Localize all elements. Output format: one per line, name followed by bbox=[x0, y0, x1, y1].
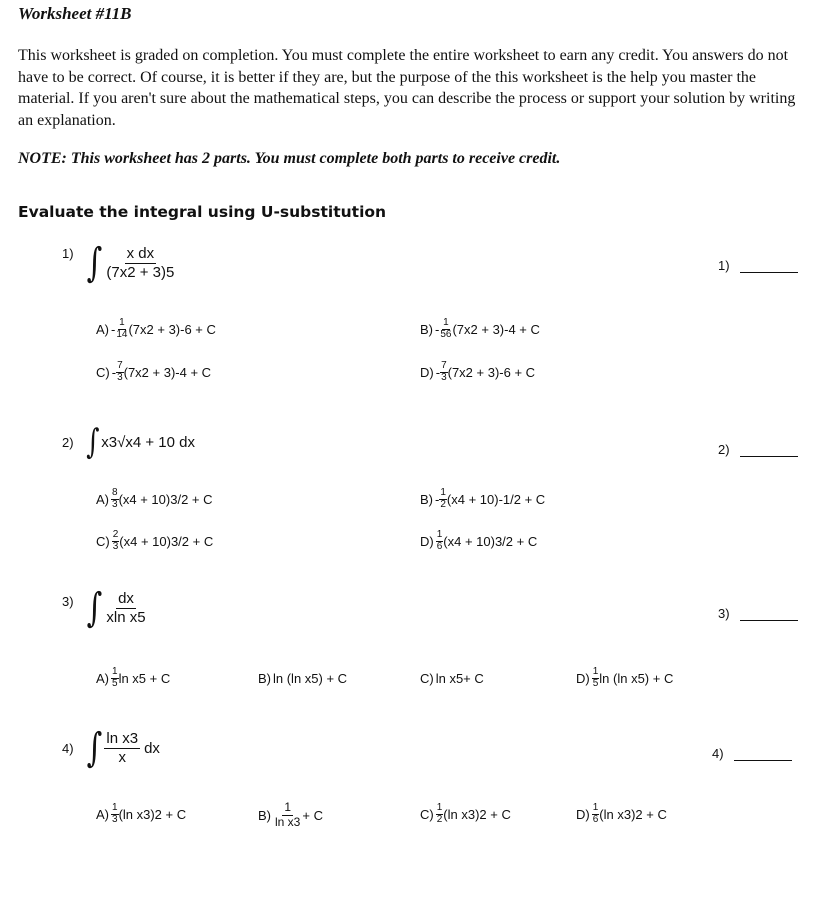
coef-den: 3 bbox=[112, 498, 118, 510]
integrand-denominator: (7x2 + 3)5 bbox=[106, 263, 175, 281]
section-heading: Evaluate the integral using U-substitution bbox=[18, 203, 387, 221]
integral-sign-icon: ∫ bbox=[86, 585, 102, 631]
answer-blank[interactable] bbox=[740, 610, 798, 621]
choice-letter: C) bbox=[96, 533, 110, 549]
coef-num: 2 bbox=[112, 529, 119, 540]
choice-3d bbox=[576, 667, 673, 689]
choice-coefficient bbox=[436, 803, 444, 825]
choice-coefficient bbox=[111, 667, 119, 689]
coef-num: 7 bbox=[117, 360, 123, 371]
choice-sign: - bbox=[435, 491, 440, 507]
choice-4c bbox=[420, 803, 511, 825]
choice-3c bbox=[420, 671, 484, 686]
choice-2d bbox=[420, 530, 537, 552]
coef-num: 1 bbox=[436, 802, 443, 813]
coef-num: 1 bbox=[112, 802, 118, 813]
instructions-paragraph: This worksheet is graded on completion. You must complete the entire worksheet to earn any credit. You answers do not have to be correct. Of course, it is better if they are, but the purpose of the this worksheet is the help you master the material. If you aren't sure about the mathematical steps, you can describe the process or support your solution by writing an explanation. bbox=[18, 47, 796, 129]
choice-3b bbox=[258, 671, 347, 686]
problem-number: 3) bbox=[62, 593, 74, 609]
choice-1d bbox=[420, 361, 535, 383]
choice-3a bbox=[96, 667, 170, 689]
choice-letter: C) bbox=[420, 671, 434, 686]
choice-coefficient bbox=[592, 803, 600, 825]
choice-expression: (x4 + 10)-1/2 + C bbox=[446, 491, 546, 507]
choice-coefficient bbox=[112, 530, 120, 552]
choice-expression: ln x5 + C bbox=[118, 670, 171, 686]
choice-expression: (ln x3)2 + C bbox=[118, 806, 187, 822]
problem-4 bbox=[62, 725, 160, 771]
problem-1 bbox=[62, 240, 176, 286]
integrand-fraction bbox=[104, 590, 147, 626]
choice-expression: (x4 + 10)3/2 + C bbox=[443, 533, 538, 549]
choice-expression: (ln x3)2 + C bbox=[599, 806, 667, 822]
choice-expression: (7x2 + 3)-6 + C bbox=[128, 321, 216, 337]
choice-coefficient bbox=[592, 667, 600, 689]
choice-1b bbox=[420, 318, 540, 340]
problem-2 bbox=[62, 422, 195, 462]
choice-1c bbox=[96, 361, 211, 383]
choice-letter: B) bbox=[420, 491, 433, 507]
choice-coefficient bbox=[273, 801, 302, 830]
integrand-denominator: xln x5 bbox=[106, 608, 146, 626]
coef-den: 5 bbox=[112, 677, 118, 689]
choice-expression: (7x2 + 3)-4 + C bbox=[452, 321, 540, 337]
coef-num: 1 bbox=[592, 802, 599, 813]
coef-num: 1 bbox=[440, 487, 446, 498]
integrand-differential: dx bbox=[144, 739, 160, 757]
integrand-numerator: x dx bbox=[126, 245, 155, 263]
choice-letter: A) bbox=[96, 806, 109, 822]
choice-coefficient bbox=[116, 361, 124, 383]
choice-4d bbox=[576, 803, 667, 825]
choice-2a bbox=[96, 488, 213, 510]
coef-den: 3 bbox=[112, 540, 119, 552]
note-text: NOTE: This worksheet has 2 parts. You must complete both parts to receive credit. bbox=[18, 150, 561, 167]
choice-letter: A) bbox=[96, 670, 109, 686]
choice-coefficient bbox=[111, 488, 119, 510]
answer-blank[interactable] bbox=[740, 446, 798, 457]
coef-den: 2 bbox=[436, 813, 443, 825]
choice-letter: B) bbox=[258, 671, 271, 686]
worksheet-title: Worksheet #11B bbox=[18, 4, 132, 23]
answer-slot-3[interactable] bbox=[718, 606, 798, 621]
choice-coefficient bbox=[439, 318, 452, 340]
coef-num: 7 bbox=[441, 360, 447, 371]
coef-den: 3 bbox=[112, 813, 118, 825]
choice-coefficient bbox=[440, 361, 448, 383]
coef-num: 1 bbox=[112, 666, 118, 677]
problem-3 bbox=[62, 585, 148, 631]
choice-expression: + C bbox=[302, 807, 323, 823]
answer-blank[interactable] bbox=[740, 262, 798, 273]
coef-den: 6 bbox=[592, 813, 599, 825]
problem-number: 4) bbox=[62, 740, 74, 756]
integrand-numerator: ln x3 bbox=[106, 730, 139, 748]
coef-num: 1 bbox=[592, 666, 599, 677]
choice-coefficient bbox=[439, 488, 447, 510]
choice-expression: (7x2 + 3)-4 + C bbox=[123, 364, 212, 380]
integrand-fraction bbox=[104, 245, 176, 281]
coef-den: 56 bbox=[440, 328, 452, 340]
choice-2c bbox=[96, 530, 213, 552]
choice-expression: ln x5+ C bbox=[435, 671, 484, 686]
coef-den: 3 bbox=[441, 371, 447, 383]
choice-2b bbox=[420, 488, 545, 510]
integrand: x3√x4 + 10 dx bbox=[101, 433, 195, 451]
integral-sign-icon: ∫ bbox=[85, 422, 100, 462]
integrand-fraction bbox=[104, 730, 140, 766]
coef-num: 8 bbox=[112, 487, 118, 498]
coef-num: 1 bbox=[436, 529, 443, 540]
choice-letter: A) bbox=[96, 491, 109, 507]
choice-coefficient bbox=[115, 318, 128, 340]
choice-letter: B) bbox=[258, 807, 271, 823]
answer-slot-4[interactable] bbox=[712, 746, 792, 761]
choice-letter: D) bbox=[420, 533, 434, 549]
coef-den: 3 bbox=[117, 371, 123, 383]
coef-num: 1 bbox=[284, 800, 292, 814]
choice-letter: C) bbox=[96, 364, 110, 380]
choice-coefficient bbox=[111, 803, 119, 825]
choice-sign: - bbox=[111, 364, 117, 380]
choice-expression: ln (ln x5) + C bbox=[273, 671, 348, 686]
choice-coefficient bbox=[436, 530, 444, 552]
answer-blank[interactable] bbox=[734, 750, 792, 761]
choice-expression: (x4 + 10)3/2 + C bbox=[119, 533, 214, 549]
coef-num: 1 bbox=[119, 317, 125, 328]
answer-slot-1[interactable] bbox=[718, 258, 798, 273]
coef-num: 1 bbox=[443, 317, 449, 328]
answer-slot-2[interactable] bbox=[718, 442, 798, 457]
choice-letter: D) bbox=[576, 806, 590, 822]
answer-label: 1) bbox=[718, 258, 730, 273]
choice-expression: (x4 + 10)3/2 + C bbox=[118, 491, 213, 507]
choice-sign: - bbox=[111, 321, 116, 337]
choice-letter: A) bbox=[96, 321, 109, 337]
choice-letter: D) bbox=[576, 670, 590, 686]
choice-expression: (ln x3)2 + C bbox=[443, 806, 511, 822]
integrand-denominator: x bbox=[118, 748, 126, 766]
integrand-numerator: dx bbox=[118, 590, 134, 608]
integral-sign-icon: ∫ bbox=[86, 240, 102, 286]
choice-1a bbox=[96, 318, 216, 340]
choice-expression: (7x2 + 3)-6 + C bbox=[447, 364, 536, 380]
choice-letter: B) bbox=[420, 321, 433, 337]
choice-expression: ln (ln x5) + C bbox=[599, 670, 674, 686]
problem-number: 1) bbox=[62, 245, 74, 261]
choice-letter: D) bbox=[420, 364, 434, 380]
coef-den: 2 bbox=[440, 498, 446, 510]
integral-sign-icon: ∫ bbox=[86, 725, 102, 771]
answer-label: 2) bbox=[718, 442, 730, 457]
coef-den: 6 bbox=[436, 540, 443, 552]
choice-letter: C) bbox=[420, 806, 434, 822]
coef-den: 14 bbox=[116, 328, 128, 340]
choice-sign: - bbox=[435, 321, 440, 337]
problem-number: 2) bbox=[62, 434, 74, 450]
coef-den: ln x3 bbox=[275, 814, 301, 829]
answer-label: 3) bbox=[718, 606, 730, 621]
coef-den: 5 bbox=[592, 677, 599, 689]
choice-sign: - bbox=[435, 364, 441, 380]
choice-4b bbox=[258, 801, 323, 830]
choice-4a bbox=[96, 803, 186, 825]
answer-label: 4) bbox=[712, 746, 724, 761]
